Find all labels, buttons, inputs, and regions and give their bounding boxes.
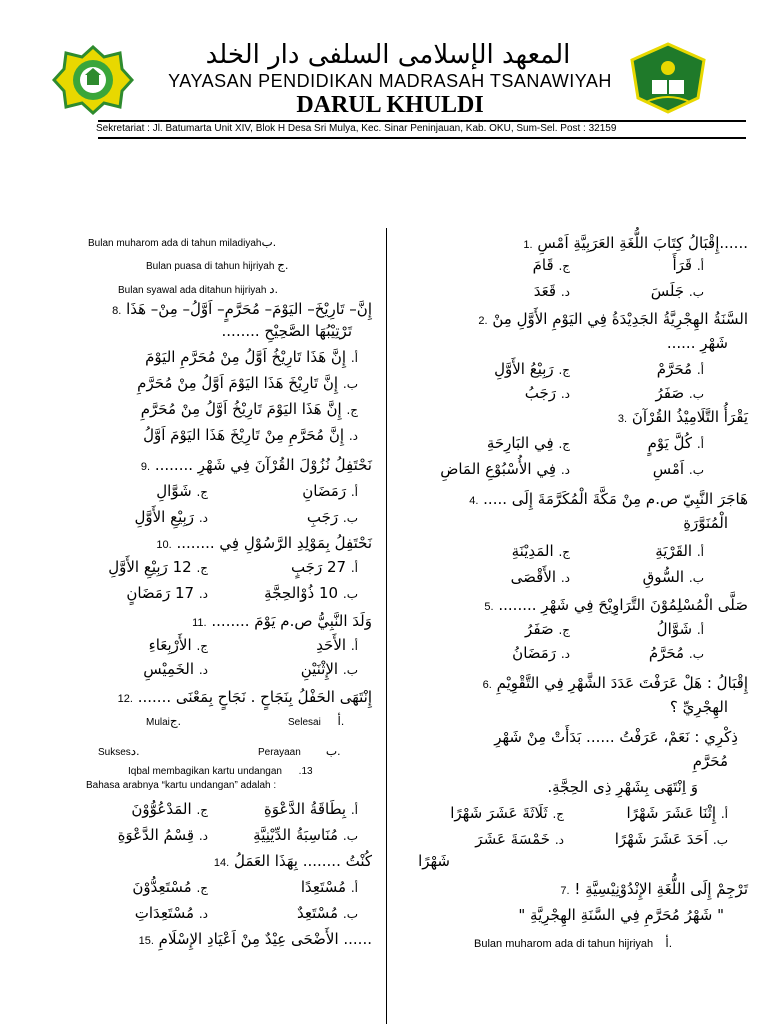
question-14: كُنْتُ ........ بِهَذَا العَمَلُ .14 <box>213 852 372 870</box>
option-j: ج. قَامَ <box>532 256 570 274</box>
option-b: ب. مُنَاسِبَةُ الدِّيْنِيَّةِ <box>253 826 358 844</box>
option-j-latin: Mulaiج. <box>146 714 181 728</box>
question-4: هَاجَرَ النَّبِيّ ص.م مِنْ مَكَّةَ الْمُكَرَّمَةَ إِلَى ..... .4 <box>469 490 748 508</box>
option-j: ج. إِنَّ هَذَا اليَوْمَ تَارِيْخُ اَوَّلُ مِنْ مُحَرَّمِ <box>140 400 358 418</box>
option-d: د. رَبِيْعِ الأَوَّلِ <box>134 508 208 526</box>
option-d: د. قَعَدَ <box>533 282 570 300</box>
question-8-cont: تَرْتِيْبُهَا الصَّحِيْحِ ........ <box>221 322 352 340</box>
option-a: أ. 27 رَجَبٍ <box>290 558 358 576</box>
letterhead <box>0 0 768 150</box>
question-6: إِقْبَالُ : هَلْ عَرَفْتَ عَدَدَ الشَّهْرِ فِي التَّقْوِيْمِ .6 <box>482 674 748 692</box>
option-j: ج. شَوَّالِ <box>156 482 208 500</box>
question-13: Iqbal membagikan kartu undangan .13 <box>128 766 313 777</box>
option-d-cont: شَهْرًا <box>418 852 450 870</box>
option-a: أ. إِنَّ هَذَا تَارِيْخُ اَوَّلُ مِنْ مُحَرَّمِ اليَوْمَ <box>145 348 358 366</box>
option-b: ب. مُسْتَعِدٌ <box>297 904 358 922</box>
question-8: إِنَّ– تَارِيْخَ– اليَوْمَ– مُحَرَّمٍ– اَوَّلُ– مِنْ– هَذَا .8 <box>112 300 372 318</box>
option-d: د. مُسْتَعِدَاتِ <box>134 904 208 922</box>
option-a: أ. مُحَرَّمْ <box>656 360 704 378</box>
option-d: د. 17 رَمَضَانٍ <box>126 584 208 602</box>
question-number: .1 <box>523 239 533 251</box>
option-b: ب. اَحَدَ عَشَرَ شَهْرًا <box>614 830 728 848</box>
option-b: ب. رَجَبِ <box>306 508 358 526</box>
question-13-cont: Bahasa arabnya “kartu undangan” adalah : <box>86 780 277 791</box>
option-b: ب. الإِثْنَيْنِ <box>300 660 358 678</box>
option-b: ب. السُّوقِ <box>642 568 704 586</box>
option-a-latin: Selesai أ. <box>288 714 345 728</box>
option-d: د. إِنَّ مُحَرَّمِ مِنْ تَارِيْخَ هَذَا اليَوْمَ اَوَّلُ <box>143 426 358 444</box>
question-text: ......إِقْبَالُ كِتَابَ اللُّغَةِ العَرَبِيَّةِ اَمْسِ <box>537 234 748 252</box>
option-j: ج. الأَرْبِعَاءِ <box>148 636 208 654</box>
option-d: د. الأَقْصَى <box>510 568 570 586</box>
option-j: ج. المَدِيْنَةِ <box>511 542 570 560</box>
question-7: تَرْجِمْ إِلَى اللُّغَةِ الإِنْدُوْنِيْسِيَّةِ ! .7 <box>560 880 748 898</box>
option-j: ج. ثَلَاثَةَ عَشَرَ شَهْرًا <box>450 804 564 822</box>
question-2: السَّنَةُ الهِجْرِيَّةُ الجَدِيْدَةُ فِي اليَوْمِ الأَوَّلِ مِنْ .2 <box>478 310 748 328</box>
option-b: ب. 10 ذُوْالحِجَّةِ <box>264 584 358 602</box>
option-d: د. خَمْسَةَ عَشَرَ <box>475 830 564 848</box>
option-j: ج. مُسْتَعِدُّوْنَ <box>132 878 208 896</box>
question-6-dialog-cont: مُحَرَّمِ <box>692 752 728 770</box>
option-j-latin: Bulan puasa di tahun hijriyah ج. <box>146 258 289 272</box>
option-a: أ. شَوَّالُ <box>656 620 704 638</box>
option-a-latin: Bulan muharom ada di tahun hijriyah أ. <box>474 936 673 950</box>
option-a: أ. كُلَّ يَوْمٍ <box>647 434 704 452</box>
option-j: ج. 12 رَبِيْعِ الأَوَّلِ <box>108 558 208 576</box>
option-b-latin: Perayaan ب. <box>258 744 341 758</box>
header-rule-bottom <box>98 137 746 139</box>
foundation-name: YAYASAN PENDIDIKAN MADRASAH TSANAWIYAH <box>168 71 612 91</box>
option-b: ب. صَفَرُ <box>655 384 704 402</box>
question-9: نَحْتَفِلُ نُزُوْلَ القُرْآنَ فِي شَهْرِ ........ .9 <box>140 456 372 474</box>
option-d: د. الخَمِيْسِ <box>143 660 208 678</box>
question-6-dialog-end: وَ اِنْتَهَى بِشَهْرِ ذِى الحِجَّةِ. <box>547 778 698 796</box>
option-j: ج. فِي البَارِحَةِ <box>486 434 570 452</box>
option-a: أ. إِثْنَا عَشَرَ شَهْرًا <box>626 804 728 822</box>
option-b-latin: Bulan muharom ada di tahun miladiyahب. <box>88 235 277 249</box>
option-b: ب. مُحَرَّمُ <box>648 644 704 662</box>
option-a: أ. القَرْيَةِ <box>655 542 704 560</box>
option-j: ج. المَدْعُوُّوْنَ <box>131 800 208 818</box>
option-a: أ. بِطَاقَةُ الدَّعْوَةِ <box>263 800 358 818</box>
question-1 <box>523 234 748 254</box>
option-b: ب. جَلَسَ <box>650 282 704 300</box>
question-5: صَلَّى الْمُسْلِمُوْنَ التَّرَاوِيْحَ فِي شَهْرِ ........ .5 <box>484 596 748 614</box>
option-j: ج. رَبِيْعُ الأَوَّلِ <box>494 360 570 378</box>
option-j: ج. صَفَرُ <box>525 620 570 638</box>
address-line: Sekretariat : Jl. Batumarta Unit XIV, Blok H Desa Sri Mulya, Kec. Sinar Peninjauan, Kab. OKU, Sum-Sel. Post : 32159 <box>96 123 617 134</box>
question-7-phrase: " شَهْرُ مُحَرَّمِ فِي السَّنَةِ الهِجْرِيَّةِ " <box>518 906 724 924</box>
option-d: د. فِي الأُسْبُوْعِ المَاضِ <box>440 460 570 478</box>
question-15: ...... الأَضْحَى عِيْدٌ مِنْ اَعْيَادِ الإِسْلَامِ .15 <box>138 930 372 948</box>
question-6-cont: الهِجْرِيِّ ؟ <box>669 698 728 716</box>
option-d: د. رَمَضَانُ <box>512 644 570 662</box>
question-2-cont: شَهْرِ ...... <box>666 334 728 352</box>
option-a: أ. قَرَأَ <box>672 256 704 274</box>
option-d: د. رَجَبُ <box>524 384 570 402</box>
option-a: أ. مُسْتَعِدًا <box>300 878 358 896</box>
school-name: DARUL KHULDI <box>296 92 484 118</box>
option-a: أ. الأَحَدِ <box>316 636 358 654</box>
question-12: إِنْتَهَى الحَفْلُ بِنَجَاحٍ . نَجَاحٍ بِمَعْنَى ....... .12 <box>117 688 372 706</box>
option-d-latin: Bulan syawal ada ditahun hijriyah د. <box>118 282 278 296</box>
option-b: ب. اَمْسِ <box>652 460 704 478</box>
column-divider <box>386 228 387 1024</box>
question-6-dialog: ذِكْرِي : نَعَمْ، عَرَفْتُ ...... بَدَأَتْ مِنْ شَهْرِ <box>494 728 738 746</box>
question-10: نَحْتَفِلُ بِمَوْلِدِ الرَّسُوْلِ فِي ........ .10 <box>156 534 372 552</box>
question-3: يَقْرَأُ التَّلَامِيْذُ القُرْآنَ .3 <box>617 408 748 426</box>
option-d: د. قِسْمُ الدَّعْوَةِ <box>117 826 208 844</box>
institute-arabic-name: المعهد الإسلامى السلفى دار الخلد <box>205 40 571 70</box>
question-4-cont: الْمُنَوَّرَةِ <box>683 514 728 532</box>
option-d-latin: Suksesد. <box>98 744 140 758</box>
option-a: أ. رَمَضَانِ <box>302 482 358 500</box>
header-rule <box>98 120 746 122</box>
option-b: ب. إِنَّ تَارِيْخَ هَذَا اليَوْمَ اَوَّلُ مِنْ مُحَرَّمِ <box>137 374 358 392</box>
question-11: وَلَدَ النَّبِيُّ ص.م يَوْمَ ........ .11 <box>192 612 372 630</box>
